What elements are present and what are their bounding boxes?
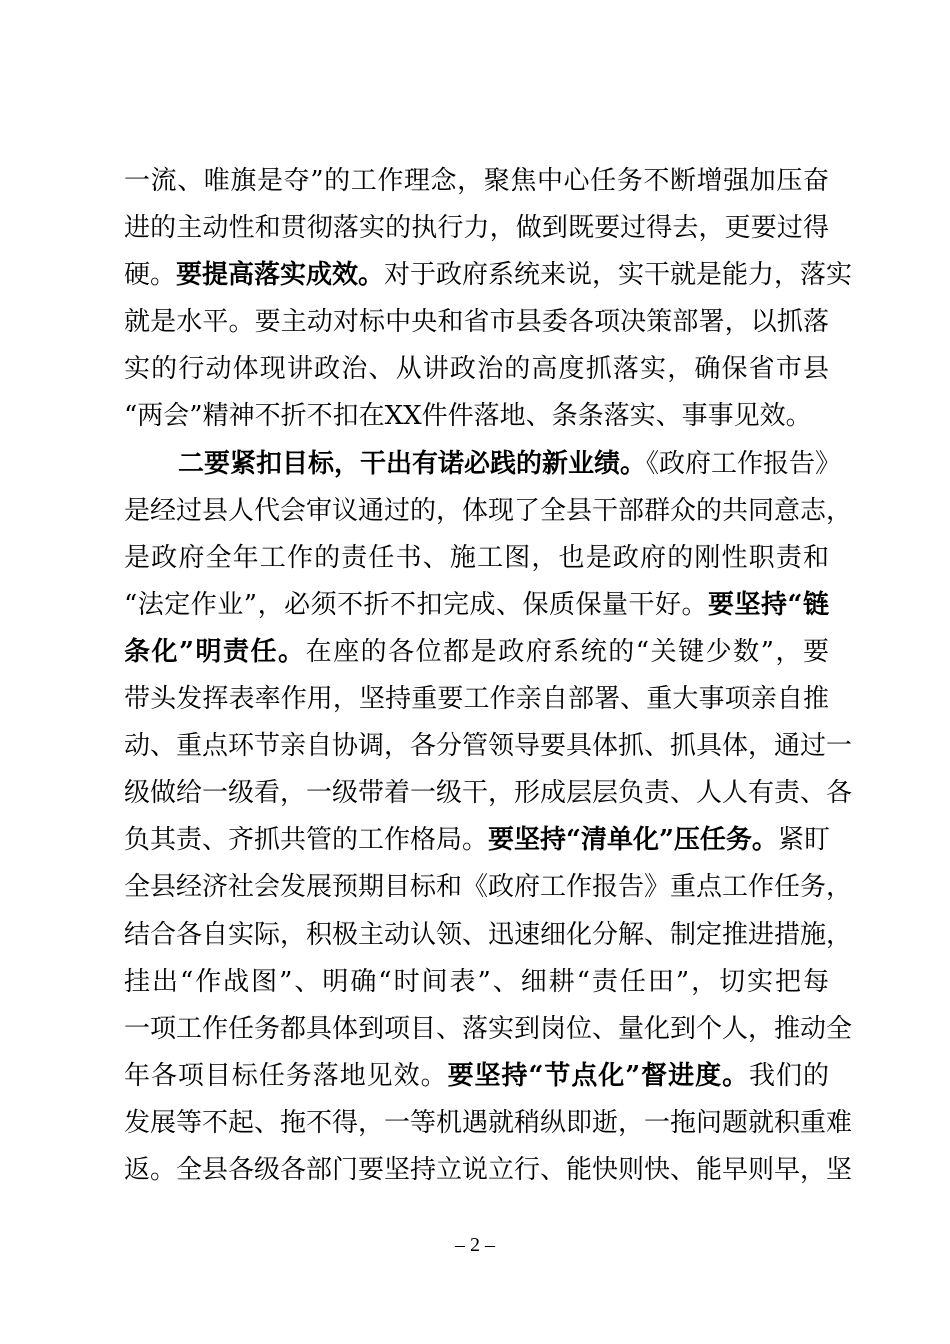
text-run: 负其责、齐抓共管的工作格局。 <box>124 825 489 856</box>
text-run: 实的行动体现讲政治、从讲政治的高度抓落实，确保省市县 <box>124 354 829 385</box>
text-line <box>124 346 829 393</box>
bold-text-run: 二要紧扣目标，干出有诺必践的新业绩。 <box>178 448 647 479</box>
body-text <box>124 158 853 1194</box>
text-line <box>124 676 829 723</box>
text-line <box>124 299 829 346</box>
text-run: 是经过县人代会审议通过的，体现了全县干部群众的共同意志， <box>124 495 853 526</box>
text-line <box>124 441 842 488</box>
text-line <box>124 252 853 299</box>
text-run: 返。全县各级各部门要坚持立说立行、能快则快、能早则早，坚 <box>124 1154 853 1185</box>
bold-text-run: 要坚持“清单化”压任务。 <box>488 825 778 856</box>
text-run: 我们的 <box>749 1060 829 1091</box>
text-run: 硬。 <box>124 260 177 291</box>
text-line <box>124 770 853 817</box>
text-line <box>124 205 829 252</box>
text-run: 是政府全年工作的责任书、施工图，也是政府的刚性职责和 <box>124 542 829 573</box>
text-run: 年各项目标任务落地见效。 <box>124 1060 448 1091</box>
text-run: 对于政府系统来说，实干就是能力，落实 <box>384 260 853 291</box>
text-run: 《政府工作报告》 <box>646 448 842 479</box>
text-line <box>124 158 829 205</box>
text-line <box>124 1006 853 1053</box>
text-line <box>124 535 829 582</box>
text-run: 发展等不起、拖不得，一等机遇就稍纵即逝，一拖问题就积重难 <box>124 1107 853 1138</box>
text-run: “两会”精神不折不扣在XX件件落地、条条落实、事事见效。 <box>124 401 812 432</box>
text-line <box>124 1053 829 1100</box>
text-line <box>124 1100 853 1147</box>
text-run: 一项工作任务都具体到项目、落实到岗位、量化到个人，推动全 <box>124 1013 853 1044</box>
text-run: 紧盯 <box>777 825 830 856</box>
text-run: 进的主动性和贯彻落实的执行力，做到既要过得去，更要过得 <box>124 213 829 244</box>
bold-text-run: 要提高落实成效。 <box>176 260 385 291</box>
bold-text-run: 条化”明责任。 <box>124 636 306 667</box>
text-line <box>124 1147 853 1194</box>
text-run: 在座的各位都是政府系统的“关键少数”，要 <box>305 636 829 667</box>
text-line <box>124 488 853 535</box>
text-line <box>124 723 853 770</box>
text-run: 带头发挥表率作用，坚持重要工作亲自部署、重大事项亲自推 <box>124 684 829 715</box>
text-line <box>124 582 829 629</box>
text-run: 全县经济社会发展预期目标和《政府工作报告》重点工作任务， <box>124 872 853 903</box>
page-number: – 2 – <box>455 1234 495 1256</box>
text-line <box>124 393 829 440</box>
text-run: 结合各自实际，积极主动认领、迅速细化分解、制定推进措施， <box>124 919 853 950</box>
text-line <box>124 912 853 959</box>
bold-text-run: 要坚持“链 <box>708 589 829 620</box>
text-run: 挂出“作战图”、明确“时间表”、细耕“责任田”，切实把每 <box>124 966 829 997</box>
text-line <box>124 817 829 864</box>
text-run: 就是水平。要主动对标中央和省市县委各项决策部署，以抓落 <box>124 307 829 338</box>
text-run: “法定作业”，必须不折不扣完成、保质保量干好。 <box>124 589 709 620</box>
text-line <box>124 959 829 1006</box>
text-line <box>124 864 853 911</box>
text-run: 动、重点环节亲自协调，各分管领导要具体抓、抓具体，通过一 <box>124 731 853 762</box>
text-line <box>124 629 829 676</box>
text-run: 一流、唯旗是夺”的工作理念，聚焦中心任务不断增强加压奋 <box>124 166 829 196</box>
bold-text-run: 要坚持“节点化”督进度。 <box>447 1060 750 1091</box>
text-run: 级做给一级看，一级带着一级干，形成层层负责、人人有责、各 <box>124 778 853 809</box>
